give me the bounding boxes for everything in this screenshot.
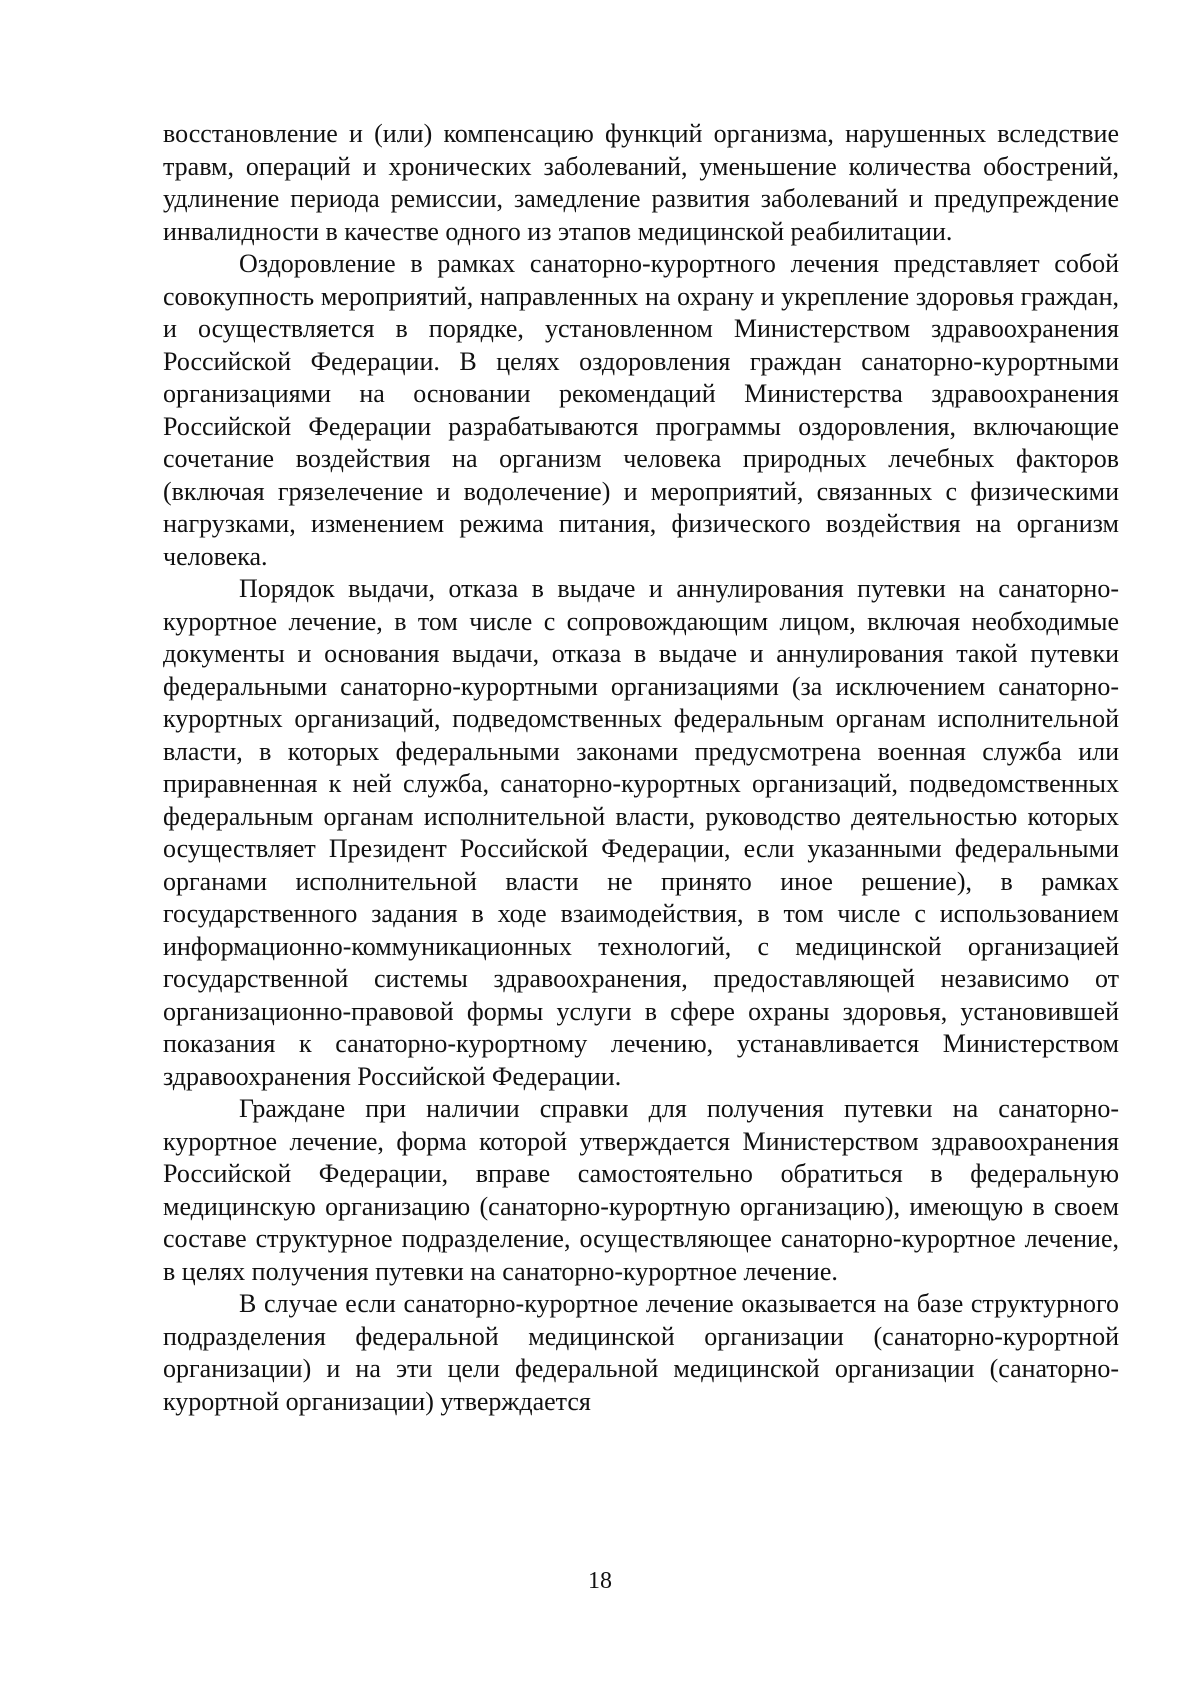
document-body — [163, 118, 1119, 1418]
page-number: 18 — [588, 1568, 612, 1594]
paragraph-continued: восстановление и (или) компенсацию функций организма, нарушенных вследствие травм, операций и хронических заболеваний, уменьшение количества обострений, удлинение периода ремиссии, замедление развития заболеваний и предупреждение инвалидности в качестве одного из этапов медицинской реабилитации. — [163, 119, 1119, 246]
paragraph-citizens-certificate: Граждане при наличии справки для получения путевки на санаторно-курортное лечение, форма которой утверждается Министерством здравоохранения Российской Федерации, вправе самостоятельно обратиться в федеральную медицинскую организацию (санаторно-курортную организацию), имеющую в своем составе структурное подразделение, осуществляющее санаторно-курортное лечение, в целях получения путевки на санаторно-курортное лечение. — [163, 1094, 1119, 1286]
paragraph-health-improvement: Оздоровление в рамках санаторно-курортного лечения представляет собой совокупность мероприятий, направленных на охрану и укрепление здоровья граждан, и осуществляется в порядке, установленном Министерством здравоохранения Российской Федерации. В целях оздоровления граждан санаторно-курортными организациями на основании рекомендаций Министерства здравоохранения Российской Федерации разрабатываются программы оздоровления, включающие сочетание воздействия на организм человека природных лечебных факторов (включая грязелечение и водолечение) и мероприятий, связанных с физическими нагрузками, изменением режима питания, физического воздействия на организм человека. — [163, 249, 1119, 571]
paragraph-structural-unit: В случае если санаторно-курортное лечение оказывается на базе структурного подразделения федеральной медицинской организации (санаторно-курортной организации) и на эти цели федеральной медицинской организации (санаторно-курортной организации) утверждается — [163, 1289, 1119, 1416]
paragraph-voucher-procedure: Порядок выдачи, отказа в выдаче и аннулирования путевки на санаторно-курортное лечение, в том числе с сопровождающим лицом, включая необходимые документы и основания выдачи, отказа в выдаче и аннулирования такой путевки федеральными санаторно-курортными организациями (за исключением санаторно-курортных организаций, подведомственных федеральным органам исполнительной власти, в которых федеральными законами предусмотрена военная служба или приравненная к ней служба, санаторно-курортных организаций, подведомственных федеральным органам исполнительной власти, руководство деятельностью которых осуществляет Президент Российской Федерации, если указанными федеральными органами исполнительной власти не принято иное решение), в рамках государственного задания в ходе взаимодействия, в том числе с использованием информационно-коммуникационных технологий, с медицинской организацией государственной системы здравоохранения, предоставляющей независимо от организационно-правовой формы услуги в сфере охраны здоровья, установившей показания к санаторно-курортному лечению, устанавливается Министерством здравоохранения Российской Федерации. — [163, 574, 1119, 1091]
